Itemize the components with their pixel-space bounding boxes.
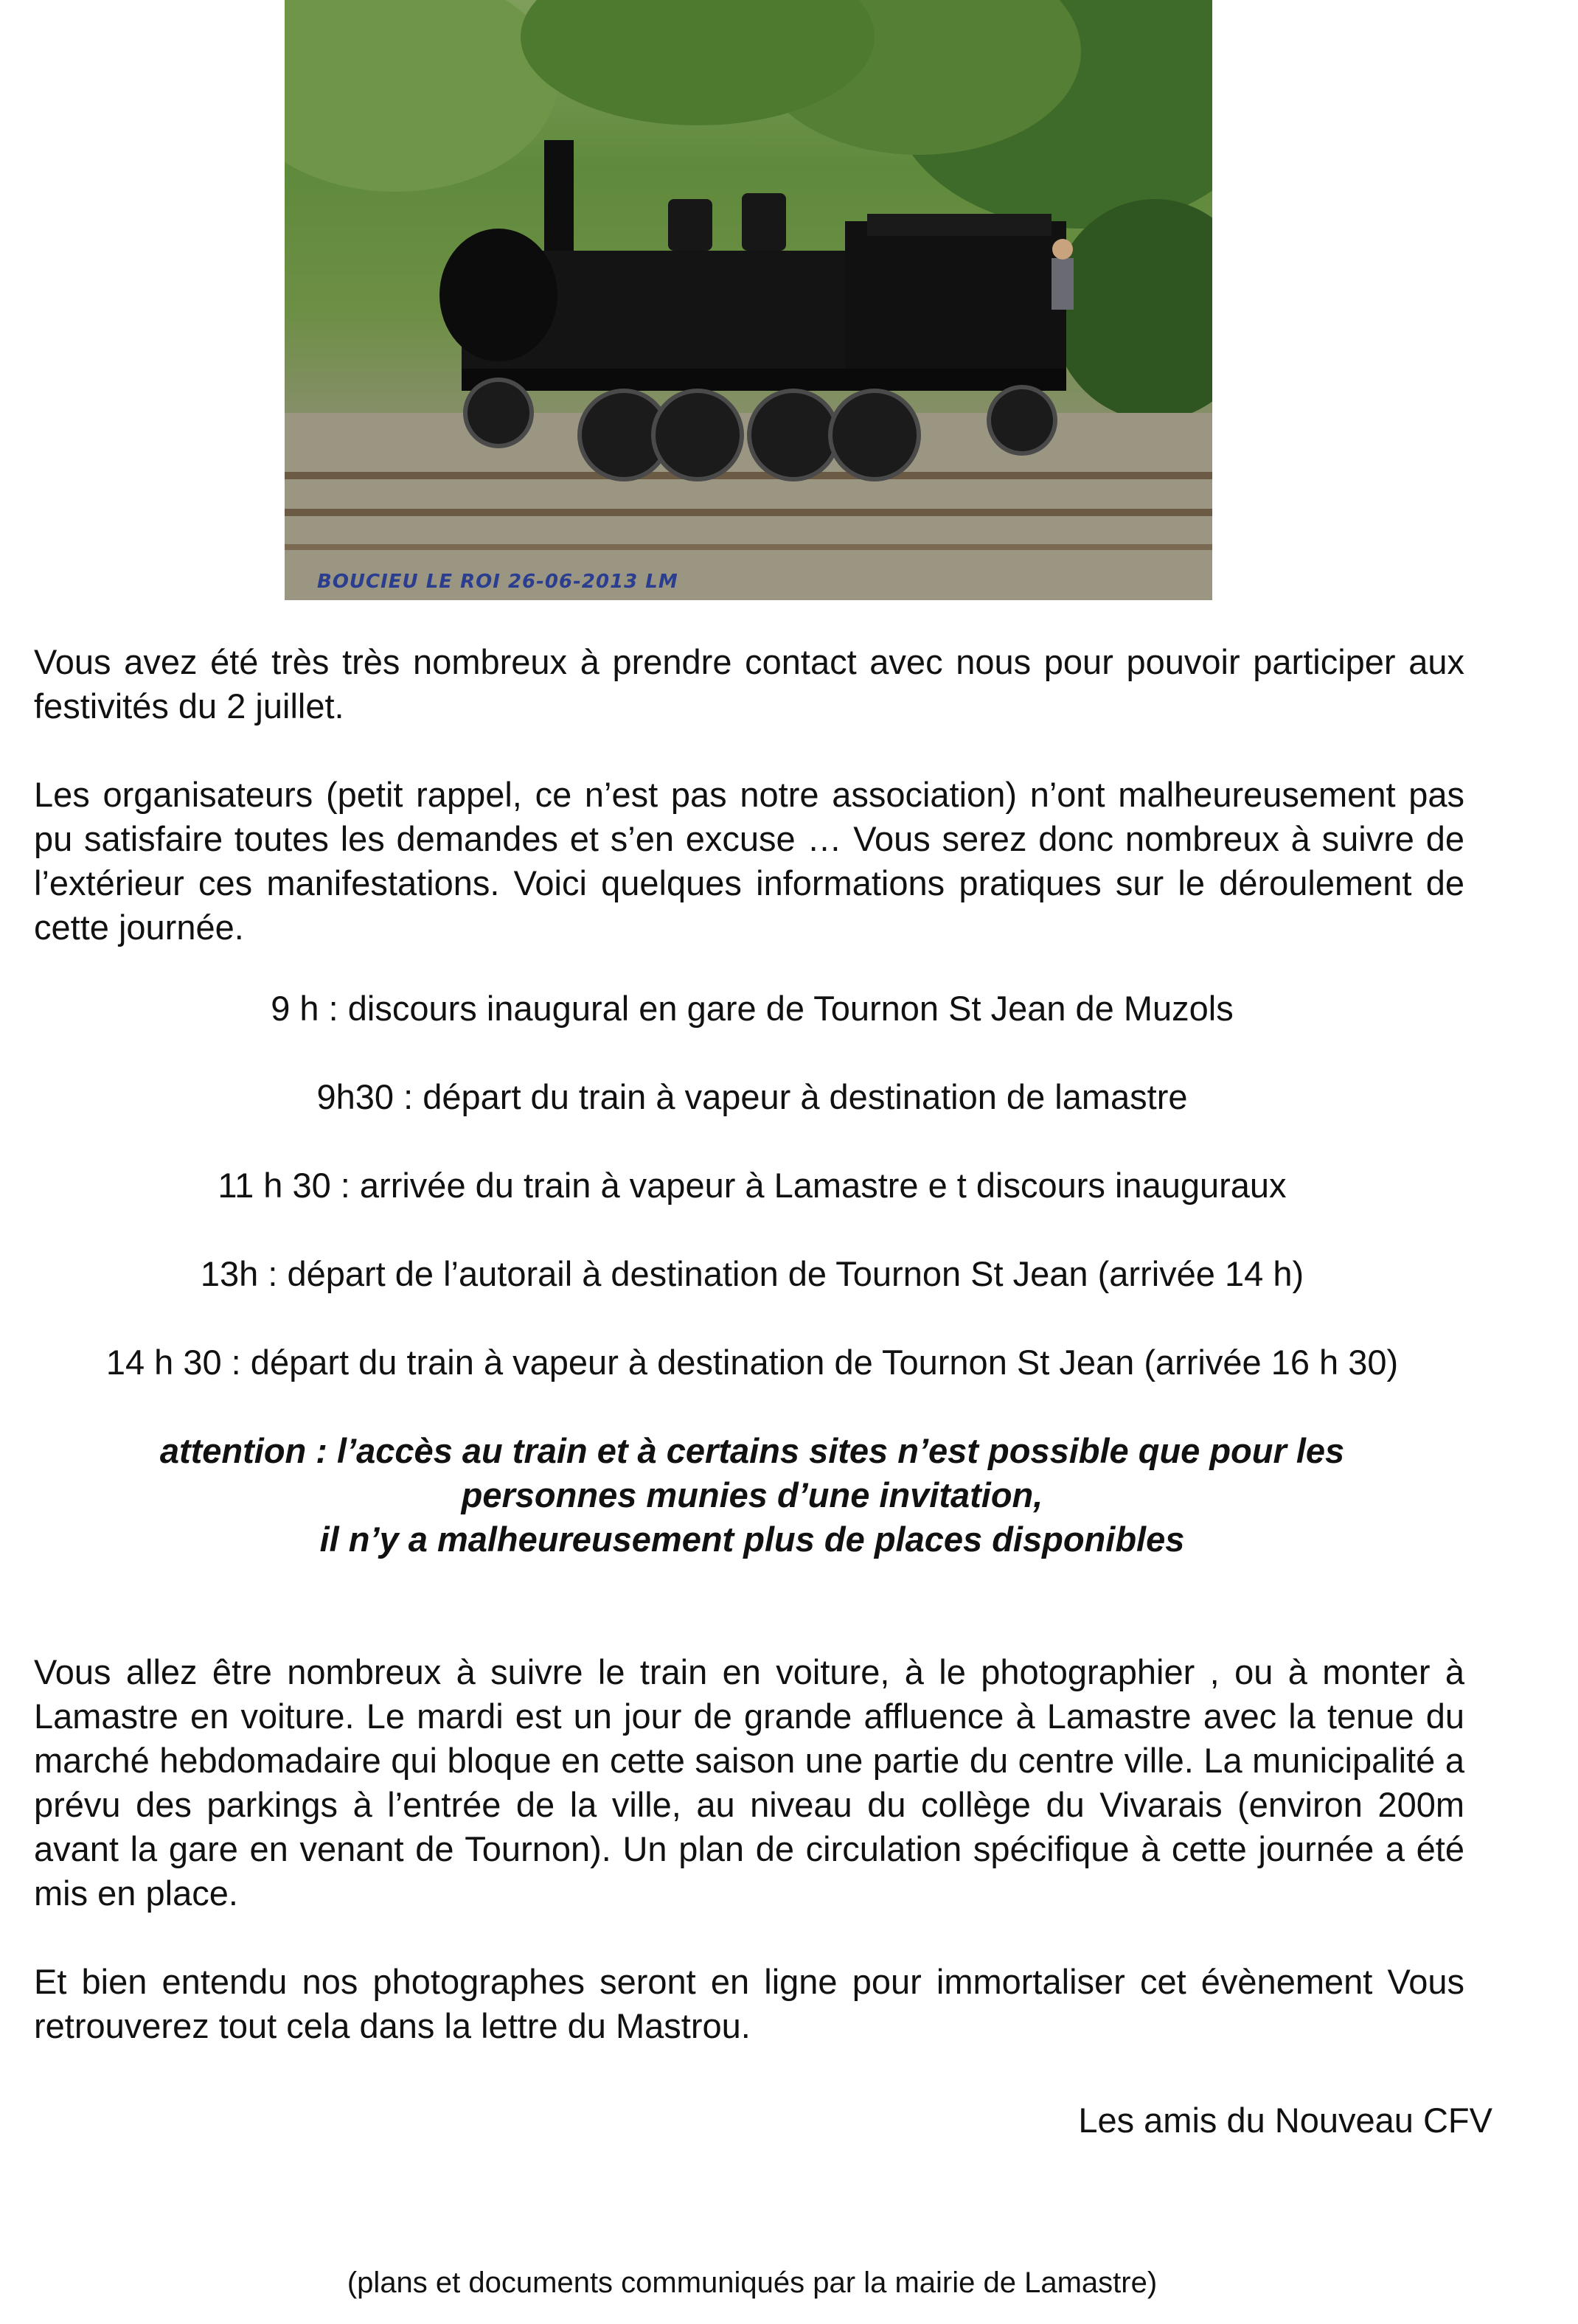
schedule-item: 9h30 : départ du train à vapeur à destination de lamastre	[316, 1077, 1188, 1116]
locomotive-photo	[285, 0, 1212, 600]
schedule-item: 11 h 30 : arrivée du train à vapeur à Lamastre e t discours inauguraux	[218, 1166, 1287, 1205]
intro-paragraph: Vous avez été très très nombreux à prendre contact avec nous pour pouvoir participer aux festivités du 2 juillet.	[34, 642, 1464, 726]
closing-paragraph: Et bien entendu nos photographes seront en ligne pour immortaliser cet évènement Vous retrouverez tout cela dans la lettre du Mastrou.	[34, 1962, 1464, 2045]
schedule-item: 13h : départ de l’autorail à destination de Tournon St Jean (arrivée 14 h)	[200, 1254, 1304, 1293]
signature: Les amis du Nouveau CFV	[1078, 2101, 1492, 2140]
footer-note: (plans et documents communiqués par la mairie de Lamastre)	[347, 2266, 1158, 2299]
warning-line: attention : l’accès au train et à certains sites n’est possible que pour les	[159, 1431, 1345, 1470]
photo-caption: BOUCIEU LE ROI 26-06-2013 LM	[317, 571, 678, 593]
traffic-paragraph: Vous allez être nombreux à suivre le train en voiture, à le photographier , ou à monter à Lamastre en voiture. Le mardi est un jour de grande affluence à Lamastre avec la tenue du marché hebdomadaire qui bloque en cette saison une partie du centre ville. La municipalité a prévu des parkings à l’entrée de la ville, au niveau du collège du Vivarais (environ 200m avant la gare en venant de Tournon). Un plan de circulation spécifique à cette journée a été mis en place.	[34, 1652, 1464, 1913]
warning-line: il n’y a malheureusement plus de places disponibles	[319, 1520, 1185, 1559]
organizers-paragraph: Les organisateurs (petit rappel, ce n’est pas notre association) n’ont malheureusement pas pu satisfaire toutes les demandes et s’en excuse … Vous serez donc nombreux à suivre de l’extérieur ces manifestations. Voici quelques informations pratiques sur le déroulement de cette journée.	[34, 775, 1464, 947]
warning-line: personnes munies d’une invitation,	[461, 1475, 1043, 1514]
schedule-item: 14 h 30 : départ du train à vapeur à destination de Tournon St Jean (arrivée 16 h 30)	[105, 1343, 1399, 1382]
steam-locomotive-illustration	[285, 0, 1212, 600]
schedule-item: 9 h : discours inaugural en gare de Tournon St Jean de Muzols	[271, 989, 1234, 1028]
